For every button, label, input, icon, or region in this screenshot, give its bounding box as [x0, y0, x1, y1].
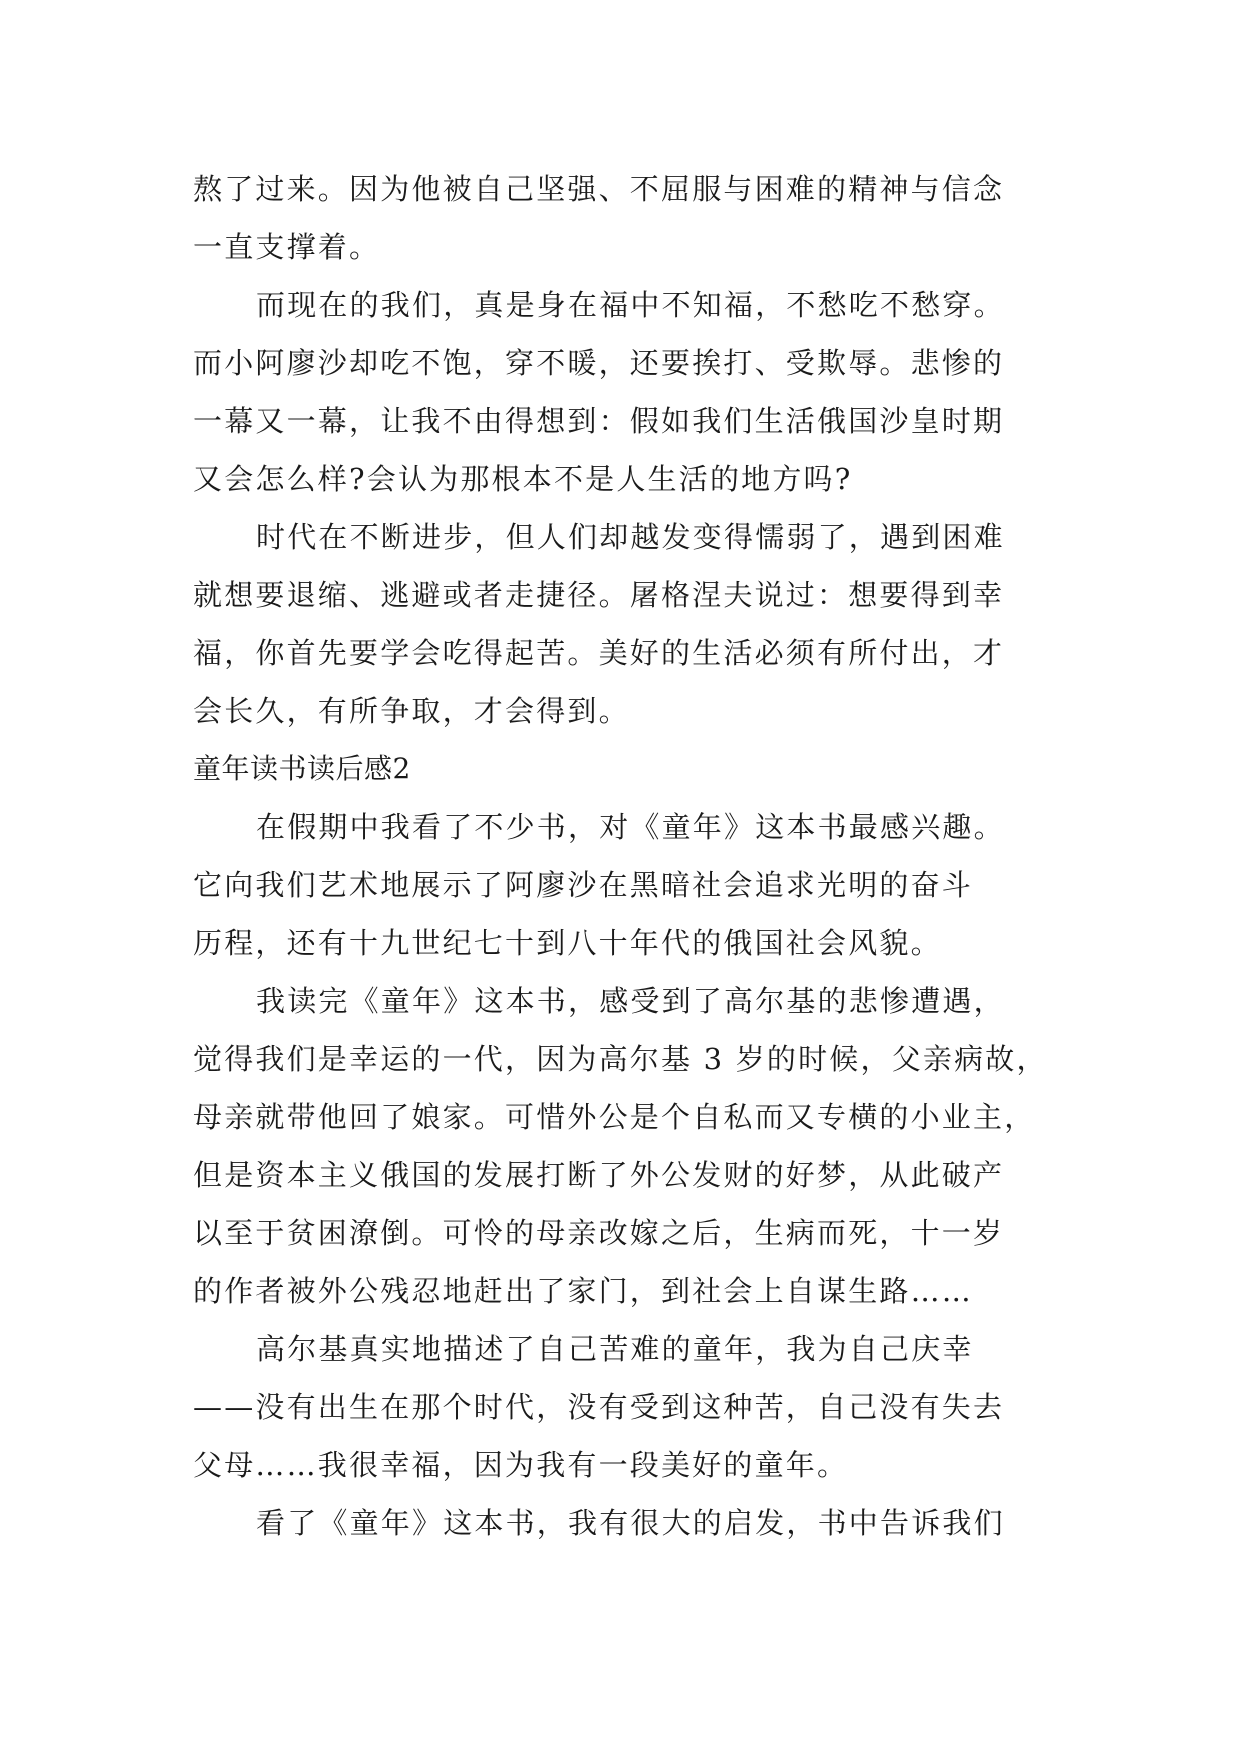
text-line: 觉得我们是幸运的一代，因为高尔基 3 岁的时候，父亲病故，	[193, 1042, 1048, 1076]
paragraph-start-line: 在假期中我看了不少书，对《童年》这本书最感兴趣。	[256, 810, 1005, 844]
text-line: 母亲就带他回了娘家。可惜外公是个自私而又专横的小业主，	[193, 1100, 1036, 1134]
paragraph-start-line: 而现在的我们，真是身在福中不知福，不愁吃不愁穿。	[256, 288, 1005, 322]
paragraph-start-line: 我读完《童年》这本书，感受到了高尔基的悲惨遭遇，	[256, 984, 1005, 1018]
text-line: 熬了过来。因为他被自己坚强、不屈服与困难的精神与信念	[193, 172, 1005, 206]
text-line: 又会怎么样?会认为那根本不是人生活的地方吗?	[193, 462, 853, 496]
text-line: 会长久，有所争取，才会得到。	[193, 694, 630, 728]
text-line: 就想要退缩、逃避或者走捷径。屠格涅夫说过：想要得到幸	[193, 578, 1005, 612]
text-line: 福，你首先要学会吃得起苦。美好的生活必须有所付出，才	[193, 636, 1005, 670]
paragraph-start-line: 时代在不断进步，但人们却越发变得懦弱了，遇到困难	[256, 520, 1005, 554]
text-line: 一直支撑着。	[193, 230, 381, 264]
text-line: ——没有出生在那个时代，没有受到这种苦，自己没有失去	[193, 1390, 1005, 1424]
text-line: 但是资本主义俄国的发展打断了外公发财的好梦，从此破产	[193, 1158, 1005, 1192]
text-line: 而小阿廖沙却吃不饱，穿不暖，还要挨打、受欺辱。悲惨的	[193, 346, 1005, 380]
paragraph-start-line: 看了《童年》这本书，我有很大的启发，书中告诉我们	[256, 1506, 1005, 1540]
text-line: 一幕又一幕，让我不由得想到：假如我们生活俄国沙皇时期	[193, 404, 1005, 438]
text-line: 的作者被外公残忍地赶出了家门，到社会上自谋生路……	[193, 1274, 974, 1308]
text-line: 它向我们艺术地展示了阿廖沙在黑暗社会追求光明的奋斗	[193, 868, 974, 902]
section-heading: 童年读书读后感2	[193, 752, 411, 785]
text-line: 历程，还有十九世纪七十到八十年代的俄国社会风貌。	[193, 926, 942, 960]
text-line: 父母……我很幸福，因为我有一段美好的童年。	[193, 1448, 849, 1482]
text-line: 以至于贫困潦倒。可怜的母亲改嫁之后，生病而死，十一岁	[193, 1216, 1005, 1250]
paragraph-start-line: 高尔基真实地描述了自己苦难的童年，我为自己庆幸	[256, 1332, 974, 1366]
document-body	[193, 160, 1053, 1552]
